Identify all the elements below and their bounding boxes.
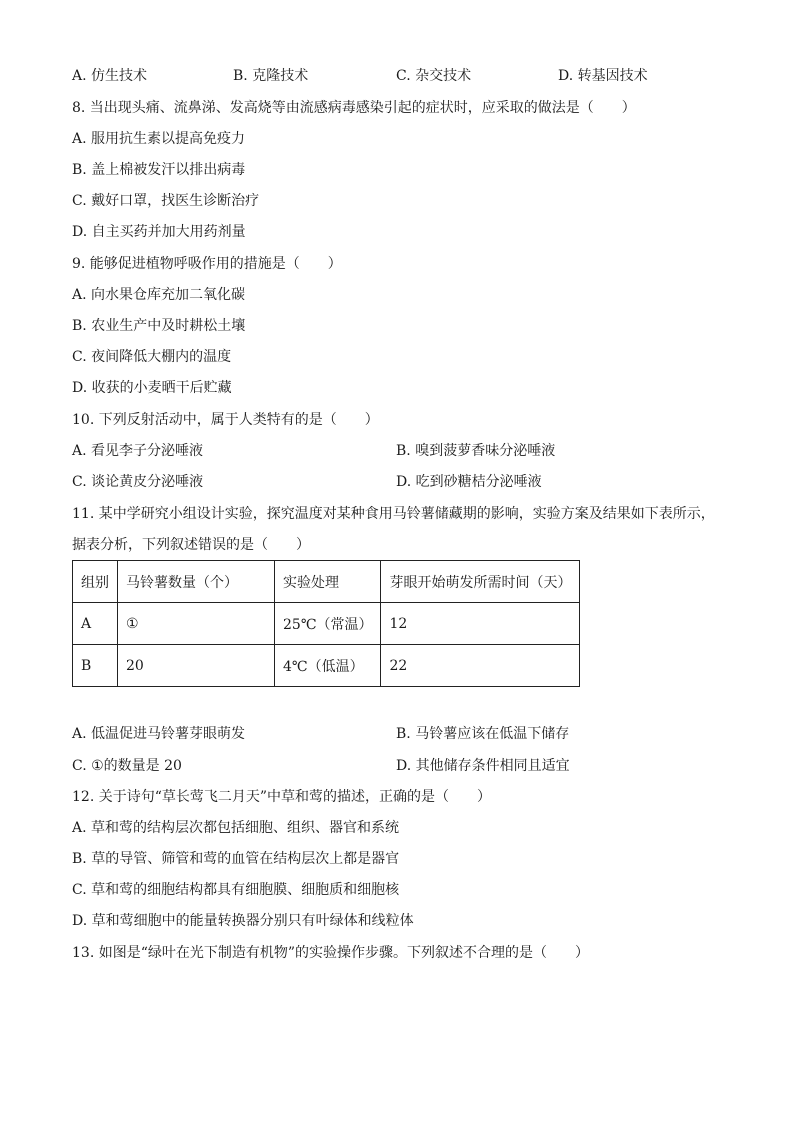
q9-option-a: A. 向水果仓库充加二氧化碳 — [72, 287, 246, 303]
table-header-row — [73, 561, 580, 603]
q13-stem: 13. 如图是“绿叶在光下制造有机物”的实验操作步骤。下列叙述不合理的是（ ） — [72, 945, 590, 961]
q12-option-a: A. 草和莺的结构层次都包括细胞、组织、器官和系统 — [72, 820, 400, 836]
q7-option-b: B. 克隆技术 — [233, 68, 309, 84]
table-header-cell: 芽眼开始萌发所需时间（天） — [381, 561, 580, 603]
q10-option-d: D. 吃到砂糖桔分泌唾液 — [396, 474, 542, 490]
q12-option-b: B. 草的导管、筛管和莺的血管在结构层次上都是器官 — [72, 851, 400, 867]
table-cell: 12 — [381, 603, 580, 645]
q12-stem: 12. 关于诗句“草长莺飞二月天”中草和莺的描述，正确的是（ ） — [72, 789, 492, 805]
q11-experiment-table — [72, 560, 580, 687]
q10-option-a: A. 看见李子分泌唾液 — [72, 443, 204, 459]
table-cell: B — [73, 645, 118, 687]
q8-option-d: D. 自主买药并加大用药剂量 — [72, 224, 246, 240]
q11-option-b: B. 马铃薯应该在低温下储存 — [396, 726, 570, 742]
q11-option-a: A. 低温促进马铃薯芽眼萌发 — [72, 726, 246, 742]
table-row — [73, 603, 580, 645]
table-row — [73, 645, 580, 687]
q10-stem: 10. 下列反射活动中，属于人类特有的是（ ） — [72, 412, 379, 428]
q8-stem: 8. 当出现头痛、流鼻涕、发高烧等由流感病毒感染引起的症状时，应采取的做法是（ ） — [72, 100, 636, 116]
q8-option-b: B. 盖上棉被发汗以排出病毒 — [72, 162, 246, 178]
q9-option-b: B. 农业生产中及时耕松土壤 — [72, 318, 246, 334]
q11-option-d: D. 其他储存条件相同且适宜 — [396, 758, 570, 774]
q12-option-c: C. 草和莺的细胞结构都具有细胞膜、细胞质和细胞核 — [72, 882, 400, 898]
q7-option-a: A. 仿生技术 — [72, 68, 148, 84]
q9-option-c: C. 夜间降低大棚内的温度 — [72, 349, 232, 365]
table-cell: 25℃（常温） — [275, 603, 381, 645]
q8-option-a: A. 服用抗生素以提高免疫力 — [72, 131, 246, 147]
table-header-cell: 实验处理 — [275, 561, 381, 603]
q7-option-d: D. 转基因技术 — [558, 68, 648, 84]
q11-option-c: C. ①的数量是 20 — [72, 758, 182, 774]
q11-stem-line1: 11. 某中学研究小组设计实验，探究温度对某种食用马铃薯储藏期的影响，实验方案及结果如下表所示， — [72, 506, 715, 522]
q11-stem-line2: 据表分析，下列叙述错误的是（ ） — [72, 537, 310, 553]
q10-option-c: C. 谈论黄皮分泌唾液 — [72, 474, 204, 490]
table-header-cell: 马铃薯数量（个） — [118, 561, 275, 603]
table-cell: 4℃（低温） — [275, 645, 381, 687]
q9-option-d: D. 收获的小麦晒干后贮藏 — [72, 380, 232, 396]
table-cell: 20 — [118, 645, 275, 687]
q9-stem: 9. 能够促进植物呼吸作用的措施是（ ） — [72, 256, 342, 272]
q7-option-c: C. 杂交技术 — [396, 68, 472, 84]
table-cell: 22 — [381, 645, 580, 687]
q12-option-d: D. 草和莺细胞中的能量转换器分别只有叶绿体和线粒体 — [72, 913, 414, 929]
q8-option-c: C. 戴好口罩，找医生诊断治疗 — [72, 193, 260, 209]
table-header-cell: 组别 — [73, 561, 118, 603]
q10-option-b: B. 嗅到菠萝香味分泌唾液 — [396, 443, 556, 459]
table-cell: A — [73, 603, 118, 645]
table-cell: ① — [118, 603, 275, 645]
